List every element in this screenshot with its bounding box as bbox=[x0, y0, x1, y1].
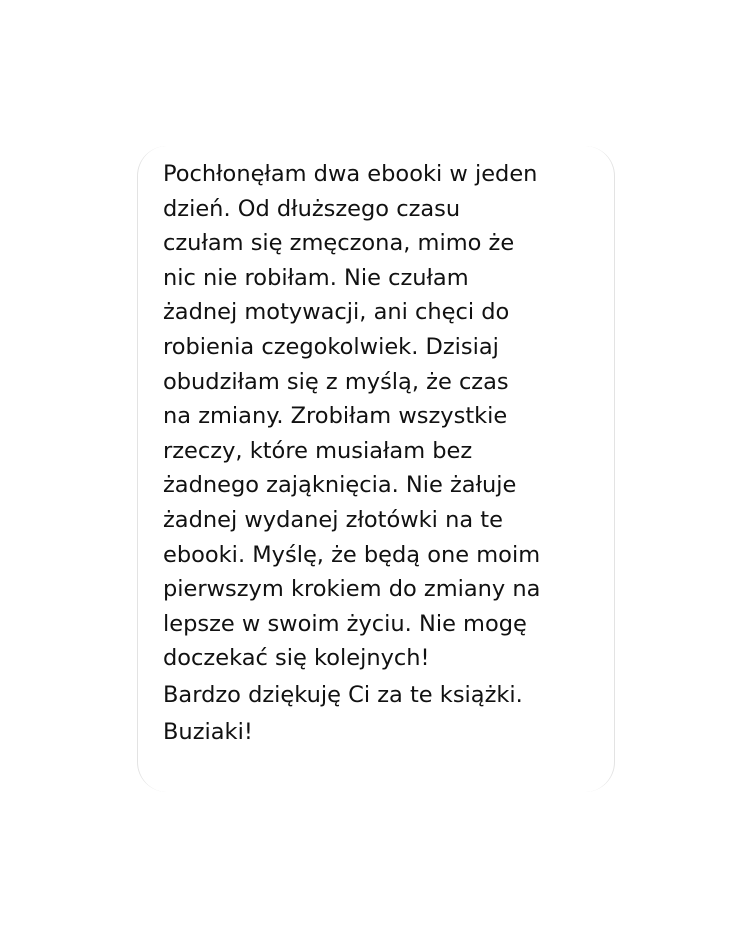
message-text bbox=[163, 157, 603, 750]
message-line: rzeczy, które musiałam bez bbox=[163, 437, 473, 464]
message-line: czułam się zmęczona, mimo że bbox=[163, 230, 515, 257]
message-line: lepsze w swoim życiu. Nie mogę bbox=[163, 610, 527, 637]
message-line: żadnej wydanej złotówki na te bbox=[163, 506, 503, 533]
message-line: Pochłonęłam dwa ebooki w jeden bbox=[163, 161, 538, 187]
message-line: pierwszym krokiem do zmiany na bbox=[163, 576, 541, 603]
message-line: dzień. Od dłuższego czasu bbox=[163, 195, 461, 222]
message-line: żadnej motywacji, ani chęci do bbox=[163, 299, 510, 326]
message-line: ebooki. Myślę, że będą one moim bbox=[163, 541, 541, 568]
message-line: robienia czegokolwiek. Dzisiaj bbox=[163, 333, 499, 360]
message-line: nic nie robiłam. Nie czułam bbox=[163, 264, 469, 291]
message-line: Buziaki! bbox=[163, 718, 253, 745]
message-line: doczekać się kolejnych! bbox=[163, 645, 430, 672]
message-line: Bardzo dziękuję Ci za te książki. bbox=[163, 681, 523, 708]
message-line: żadnego zająknięcia. Nie żałuje bbox=[163, 472, 517, 499]
message-line: na zmiany. Zrobiłam wszystkie bbox=[163, 403, 508, 430]
message-line: obudziłam się z myślą, że czas bbox=[163, 368, 509, 395]
